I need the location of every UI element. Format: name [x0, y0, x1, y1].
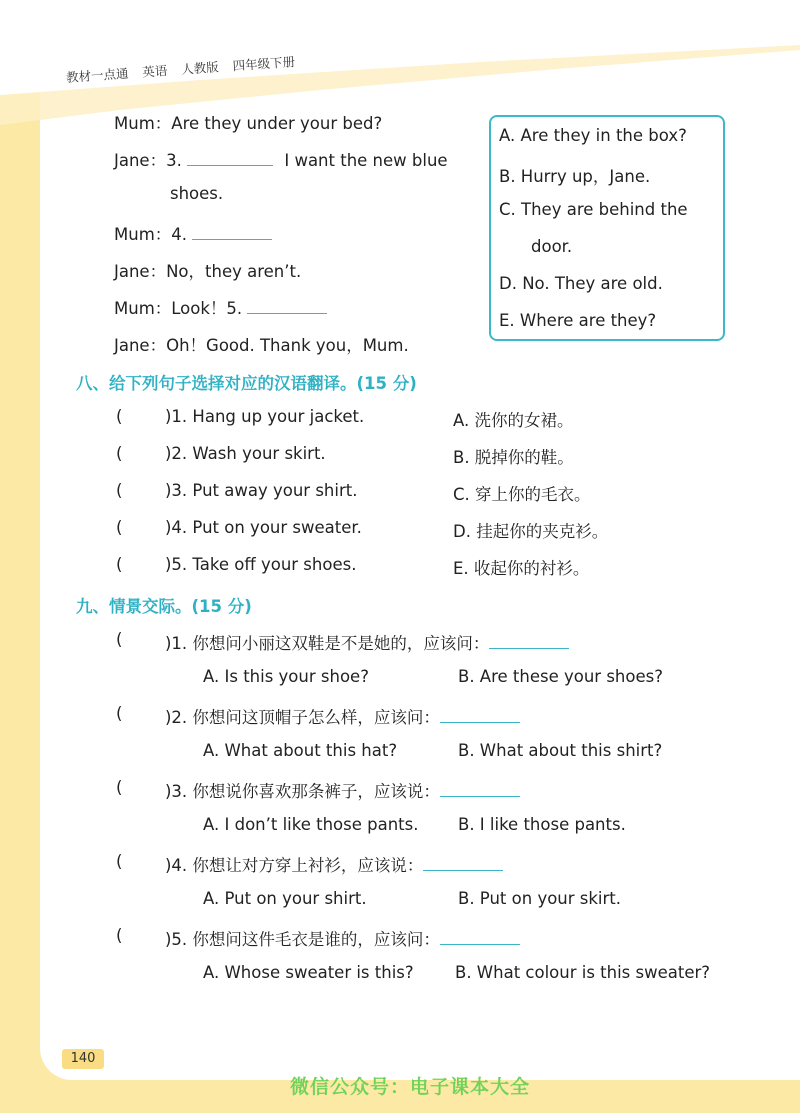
s8-question-4: )4. Put on your sweater.: [165, 518, 362, 537]
watermark: 微信公众号：电子课本大全: [290, 1076, 531, 1098]
answer-paren[interactable]: (: [116, 630, 123, 649]
dialogue-text: 4.: [171, 225, 188, 244]
answer-paren[interactable]: (: [116, 481, 123, 500]
s8-option-b: B. 脱掉你的鞋。: [453, 448, 574, 467]
s8-question-3: )3. Put away your shirt.: [165, 481, 358, 500]
question-text: )4. 你想让对方穿上衬衫，应该说：: [165, 856, 424, 875]
question-text: )5. 你想问这件毛衣是谁的，应该问：: [165, 930, 440, 949]
option-c-cont: door.: [531, 237, 573, 256]
option-e: E. Where are they?: [499, 311, 657, 330]
section-8-title: 八、给下列句子选择对应的汉语翻译。(15 分): [76, 374, 417, 393]
s9-question-5: [165, 926, 520, 950]
answer-paren[interactable]: (: [116, 555, 123, 574]
s9-q4-option-b: B. Put on your skirt.: [458, 889, 622, 908]
answer-paren[interactable]: (: [116, 852, 123, 871]
s9-q4-option-a: A. Put on your shirt.: [203, 889, 367, 908]
dialogue-text: 3.: [166, 151, 182, 170]
s9-q3-option-b: B. I like those pants.: [458, 815, 626, 834]
dialogue-line-5: [114, 258, 301, 282]
dialogue-line-4: [114, 221, 272, 245]
s9-question-4: [165, 852, 503, 876]
book-name: 教材一点通: [65, 65, 129, 85]
answer-blank-5[interactable]: [247, 312, 327, 314]
s8-option-e: E. 收起你的衬衫。: [453, 559, 590, 578]
section-9-title: 九、情景交际。(15 分): [76, 597, 252, 616]
speaker: Mum：: [114, 114, 172, 133]
dialogue-line-7: [114, 332, 409, 356]
question-text: )3. 你想说你喜欢那条裤子，应该说：: [165, 782, 440, 801]
s8-option-d: D. 挂起你的夹克衫。: [453, 522, 609, 541]
option-d: D. No. They are old.: [499, 274, 663, 293]
edition: 人教版: [180, 59, 220, 77]
dialogue-text: Are they under your bed?: [171, 114, 383, 133]
s8-option-a: A. 洗你的女裙。: [453, 411, 574, 430]
answer-blank-4[interactable]: [192, 238, 272, 240]
grade: 四年级下册: [232, 54, 296, 74]
s9-question-3: [165, 778, 520, 802]
option-c: C. They are behind the: [499, 200, 688, 219]
dialogue-text: Look！5.: [171, 299, 243, 318]
answer-blank[interactable]: [440, 721, 520, 723]
speaker: Mum：: [114, 299, 172, 318]
s9-q1-option-a: A. Is this your shoe?: [203, 667, 369, 686]
option-b: B. Hurry up，Jane.: [499, 167, 651, 186]
answer-paren[interactable]: (: [116, 704, 123, 723]
dialogue-text: No，they aren’t.: [166, 262, 302, 281]
answer-blank[interactable]: [489, 647, 569, 649]
answer-paren[interactable]: (: [116, 926, 123, 945]
speaker: Jane：: [114, 336, 167, 355]
dialogue-line-6: [114, 295, 327, 319]
s9-q2-option-a: A. What about this hat?: [203, 741, 398, 760]
s8-question-1: )1. Hang up your jacket.: [165, 407, 365, 426]
s9-question-1: [165, 630, 569, 654]
dialogue-text: shoes.: [170, 184, 224, 203]
answer-blank[interactable]: [440, 795, 520, 797]
dialogue-text: Oh！Good. Thank you，Mum.: [166, 336, 409, 355]
page-number: 140: [62, 1049, 104, 1069]
subject: 英语: [141, 62, 168, 80]
s9-q1-option-b: B. Are these your shoes?: [458, 667, 663, 686]
s8-question-5: )5. Take off your shoes.: [165, 555, 357, 574]
s9-q5-option-a: A. Whose sweater is this?: [203, 963, 414, 982]
dialogue-line-2: [114, 147, 448, 171]
s8-question-2: )2. Wash your skirt.: [165, 444, 326, 463]
s9-q3-option-a: A. I don’t like those pants.: [203, 815, 419, 834]
s9-q5-option-b: B. What colour is this sweater?: [455, 963, 711, 982]
answer-blank[interactable]: [423, 869, 503, 871]
options-box: [489, 115, 725, 341]
speaker: Jane：: [114, 151, 167, 170]
question-text: )1. 你想问小丽这双鞋是不是她的，应该问：: [165, 634, 490, 653]
speaker: Jane：: [114, 262, 167, 281]
s9-question-2: [165, 704, 520, 728]
question-text: )2. 你想问这顶帽子怎么样，应该问：: [165, 708, 440, 727]
answer-paren[interactable]: (: [116, 778, 123, 797]
dialogue-line-1: [114, 110, 382, 134]
s8-option-c: C. 穿上你的毛衣。: [453, 485, 591, 504]
speaker: Mum：: [114, 225, 172, 244]
answer-paren[interactable]: (: [116, 518, 123, 537]
option-a: A. Are they in the box?: [499, 126, 687, 145]
answer-blank-3[interactable]: [187, 164, 273, 166]
answer-paren[interactable]: (: [116, 407, 123, 426]
s9-q2-option-b: B. What about this shirt?: [458, 741, 663, 760]
dialogue-line-3: [170, 184, 223, 203]
answer-paren[interactable]: (: [116, 444, 123, 463]
dialogue-text: I want the new blue: [284, 151, 448, 170]
answer-blank[interactable]: [440, 943, 520, 945]
